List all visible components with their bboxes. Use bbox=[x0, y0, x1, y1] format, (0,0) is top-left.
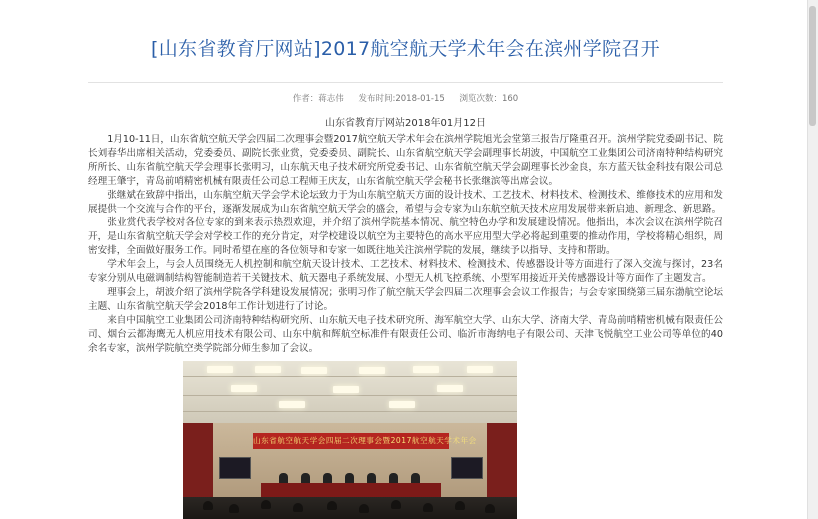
audience-head bbox=[423, 503, 433, 512]
audience bbox=[183, 497, 517, 519]
audience-head bbox=[359, 504, 369, 513]
article-paragraph: 来自中国航空工业集团公司济南特种结构研究所、山东航天电子技术研究所、海军航空大学、山东大学、济南大学、青岛前哨精密机械有限责任公司、烟台云都海鹰无人机应用技术有限公司、山东中航和辉航空标准件有限责任公司、临沂市海纳电子有限公司、天津飞悦航空工业公司等单位的40余名专家，滨州学院航空类学院部分师生参加了会议。 bbox=[88, 314, 723, 354]
article bbox=[88, 0, 723, 356]
article-meta bbox=[88, 92, 723, 106]
ceiling-grid bbox=[183, 395, 517, 396]
audience-head bbox=[391, 500, 401, 509]
article-title: [山东省教育厅网站]2017航空航天学术年会在滨州学院召开 bbox=[151, 38, 660, 60]
side-screen-left bbox=[219, 457, 251, 479]
photo-ceiling bbox=[183, 361, 517, 423]
conference-banner: 山东省航空航天学会四届二次理事会暨2017航空航天学术年会 bbox=[253, 433, 449, 449]
ceiling-light bbox=[467, 366, 493, 373]
scrollbar-thumb[interactable] bbox=[809, 6, 816, 126]
conference-photo bbox=[183, 361, 517, 519]
ceiling-light bbox=[437, 385, 463, 392]
ceiling-light bbox=[359, 367, 385, 374]
article-dateline: 山东省教育厅网站2018年01月12日 bbox=[325, 118, 486, 129]
ceiling-light bbox=[333, 386, 359, 393]
audience-head bbox=[327, 501, 337, 510]
side-screen-right bbox=[451, 457, 483, 479]
audience-head bbox=[203, 501, 213, 510]
page-scrollbar[interactable] bbox=[807, 0, 818, 519]
meta-author: 作者：蒋志伟 bbox=[292, 94, 344, 104]
presidium-table bbox=[261, 483, 441, 497]
ceiling-light bbox=[279, 401, 305, 408]
article-paragraph: 学术年会上，与会人员围绕无人机控制和航空航天设计技术、工艺技术、材料技术、检测技术、传感器设计等方面进行了深入交流与探讨，23名专家分别从电磁调制结构智能制造若干关键技术、航天器电子系统发展、小型无人机飞控系统、小型军用接近开关传感器设计等方面作了主题发言。 bbox=[88, 259, 723, 285]
meta-published: 发布时间:2018-01-15 bbox=[358, 94, 445, 104]
audience-head bbox=[293, 503, 303, 512]
ceiling-light bbox=[413, 366, 439, 373]
article-paragraph: 张继斌在致辞中指出，山东航空航天学会学术论坛致力于为山东航空航天方面的设计技术、工艺技术、材料技术、检测技术、维修技术的应用和发展提供一个交流与合作的平台，逐渐发展成为山东省航空航天学会的盛会，希望与会专家为山东航空航天技术应用发展带来新启迪、新理念、新思路。 bbox=[88, 189, 723, 215]
article-body bbox=[88, 133, 723, 356]
ceiling-grid bbox=[183, 411, 517, 412]
audience-head bbox=[229, 504, 239, 513]
ceiling-light bbox=[207, 366, 233, 373]
ceiling-light bbox=[389, 401, 415, 408]
article-paragraph: 理事会上，胡波介绍了滨州学院各学科建设发展情况；张明习作了航空航天学会四届二次理事会会议工作报告；与会专家围绕第三届东渤航空论坛主题、山东省航空航天学会2018年工作计划进行了讨论。 bbox=[88, 286, 723, 312]
title-divider bbox=[88, 82, 723, 83]
ceiling-grid bbox=[183, 376, 517, 377]
meta-views: 浏览次数：160 bbox=[459, 94, 519, 104]
ceiling-light bbox=[255, 366, 281, 373]
audience-head bbox=[455, 501, 465, 510]
ceiling-light bbox=[231, 385, 257, 392]
audience-head bbox=[485, 504, 495, 513]
ceiling-light bbox=[301, 367, 327, 374]
audience-head bbox=[261, 500, 271, 509]
article-paragraph: 张业赏代表学校对各位专家的到来表示热烈欢迎，并介绍了滨州学院基本情况、航空特色办学和发展建设情况。他指出，本次会议在滨州学院召开，是山东省航空航天学会对学校工作的充分肯定，对学校建设以航空为主要特色的高水平应用型大学必将起到重要的推动作用，学校将精心组织，周密安排，全面做好服务工作。同时希望在座的各位领导和专家一如既往地关注滨州学院的发展，继续予以指导、支持和帮助。 bbox=[88, 217, 723, 257]
article-paragraph: 1月10-11日，山东省航空航天学会四届二次理事会暨2017航空航天学术年会在滨州学院旭光会堂第三报告厅隆重召开。滨州学院党委副书记、院长刘春华出席相关活动，党委委员、副院长张业赏，党委委员、副院长、山东省航空航天学会副理事长胡波，中国航空工业集团公司济南特种结构研究所所长、山东省航空航天学会理事长张明习，山东航天电子技术研究所党委书记、山东省航空航天学会副理事长沙金良，东方蓝天钛金科技有限公司总经理王肇宇，青岛前哨精密机械有限责任公司总工程师王庆友，山东省航空航天学会秘书长张继滨等出席会议。 bbox=[88, 134, 723, 187]
